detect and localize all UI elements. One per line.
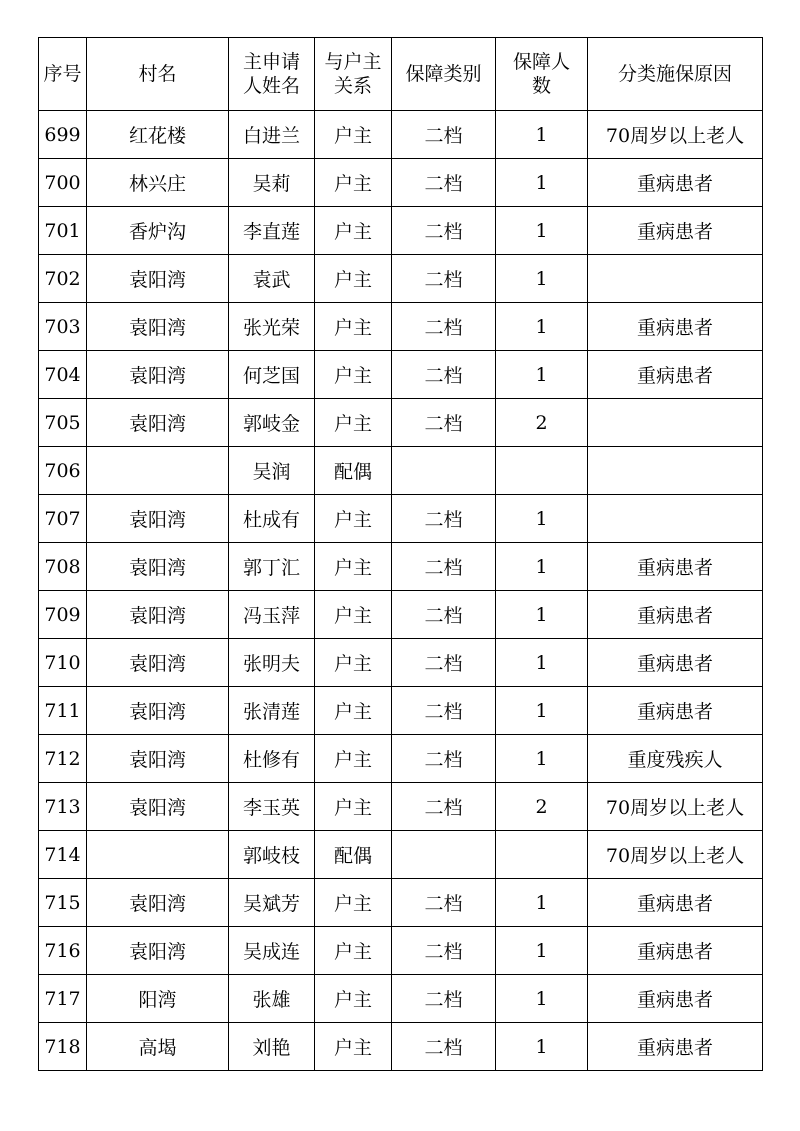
- cell-count: 1: [496, 207, 588, 255]
- cell-relation: 户主: [315, 351, 392, 399]
- cell-village: 袁阳湾: [87, 495, 229, 543]
- cell-category: 二档: [392, 927, 496, 975]
- header-row: [39, 38, 763, 111]
- cell-num: 718: [39, 1023, 87, 1071]
- cell-relation: 户主: [315, 543, 392, 591]
- cell-applicant-name: 白进兰: [229, 111, 315, 159]
- cell-num: 706: [39, 447, 87, 495]
- welfare-table: [38, 37, 763, 1071]
- cell-count: [496, 831, 588, 879]
- cell-count: 1: [496, 591, 588, 639]
- cell-count: 1: [496, 351, 588, 399]
- table-row: [39, 255, 763, 303]
- cell-reason: [588, 399, 763, 447]
- cell-num: 701: [39, 207, 87, 255]
- cell-num: 702: [39, 255, 87, 303]
- cell-count: 1: [496, 255, 588, 303]
- cell-count: 1: [496, 687, 588, 735]
- cell-village: [87, 831, 229, 879]
- cell-applicant-name: 吴莉: [229, 159, 315, 207]
- cell-category: [392, 447, 496, 495]
- cell-reason: 重度残疾人: [588, 735, 763, 783]
- cell-relation: 户主: [315, 159, 392, 207]
- cell-applicant-name: 冯玉萍: [229, 591, 315, 639]
- cell-relation: 户主: [315, 735, 392, 783]
- table-row: [39, 303, 763, 351]
- cell-applicant-name: 张光荣: [229, 303, 315, 351]
- cell-category: 二档: [392, 159, 496, 207]
- header-village-text: 村名: [138, 63, 177, 85]
- cell-applicant-name: 张雄: [229, 975, 315, 1023]
- header-applicant-line1: 主申请: [242, 51, 300, 73]
- cell-applicant-name: 吴斌芳: [229, 879, 315, 927]
- cell-reason: 重病患者: [588, 1023, 763, 1071]
- cell-village: 袁阳湾: [87, 735, 229, 783]
- cell-category: 二档: [392, 207, 496, 255]
- table-row: [39, 735, 763, 783]
- cell-relation: 户主: [315, 639, 392, 687]
- header-reason-text: 分类施保原因: [617, 63, 732, 85]
- cell-applicant-name: 刘艳: [229, 1023, 315, 1071]
- cell-num: 717: [39, 975, 87, 1023]
- cell-village: 高堨: [87, 1023, 229, 1071]
- cell-village: 袁阳湾: [87, 687, 229, 735]
- table-row: [39, 927, 763, 975]
- cell-num: 710: [39, 639, 87, 687]
- cell-village: 袁阳湾: [87, 255, 229, 303]
- table-row: [39, 399, 763, 447]
- cell-count: 1: [496, 879, 588, 927]
- cell-relation: 户主: [315, 495, 392, 543]
- cell-applicant-name: 郭岐金: [229, 399, 315, 447]
- cell-reason: 70周岁以上老人: [588, 783, 763, 831]
- cell-num: 709: [39, 591, 87, 639]
- cell-category: 二档: [392, 399, 496, 447]
- cell-count: 1: [496, 639, 588, 687]
- table-row: [39, 447, 763, 495]
- cell-relation: 户主: [315, 879, 392, 927]
- cell-reason: 重病患者: [588, 303, 763, 351]
- cell-reason: 重病患者: [588, 639, 763, 687]
- cell-category: 二档: [392, 879, 496, 927]
- cell-count: 2: [496, 399, 588, 447]
- cell-village: 袁阳湾: [87, 879, 229, 927]
- cell-reason: [588, 447, 763, 495]
- cell-relation: 配偶: [315, 831, 392, 879]
- table-row: [39, 687, 763, 735]
- cell-reason: 重病患者: [588, 879, 763, 927]
- table-row: [39, 111, 763, 159]
- header-category-text: 保障类别: [405, 63, 482, 85]
- cell-category: 二档: [392, 351, 496, 399]
- cell-applicant-name: 张明夫: [229, 639, 315, 687]
- cell-count: 1: [496, 495, 588, 543]
- cell-reason: 重病患者: [588, 543, 763, 591]
- cell-num: 712: [39, 735, 87, 783]
- cell-relation: 户主: [315, 207, 392, 255]
- cell-num: 705: [39, 399, 87, 447]
- cell-category: [392, 831, 496, 879]
- header-count: [496, 38, 588, 111]
- cell-category: 二档: [392, 543, 496, 591]
- header-num: [39, 38, 87, 111]
- cell-reason: [588, 255, 763, 303]
- header-applicant: [229, 38, 315, 111]
- header-category: [392, 38, 496, 111]
- cell-category: 二档: [392, 975, 496, 1023]
- table-row: [39, 159, 763, 207]
- table-body: [39, 111, 763, 1071]
- cell-village: 袁阳湾: [87, 639, 229, 687]
- cell-relation: 户主: [315, 687, 392, 735]
- cell-count: 1: [496, 735, 588, 783]
- cell-category: 二档: [392, 303, 496, 351]
- cell-count: 1: [496, 927, 588, 975]
- cell-reason: 70周岁以上老人: [588, 111, 763, 159]
- cell-applicant-name: 袁武: [229, 255, 315, 303]
- cell-applicant-name: 郭岐枝: [229, 831, 315, 879]
- table-row: [39, 879, 763, 927]
- cell-applicant-name: 郭丁汇: [229, 543, 315, 591]
- header-num-text: 序号: [43, 63, 82, 85]
- cell-reason: 重病患者: [588, 687, 763, 735]
- cell-num: 711: [39, 687, 87, 735]
- cell-reason: 重病患者: [588, 975, 763, 1023]
- cell-applicant-name: 杜修有: [229, 735, 315, 783]
- header-village: [87, 38, 229, 111]
- cell-applicant-name: 李直莲: [229, 207, 315, 255]
- cell-reason: 重病患者: [588, 351, 763, 399]
- cell-applicant-name: 张清莲: [229, 687, 315, 735]
- cell-count: 1: [496, 159, 588, 207]
- cell-num: 708: [39, 543, 87, 591]
- cell-applicant-name: 李玉英: [229, 783, 315, 831]
- header-relation-line2: 关系: [333, 75, 372, 97]
- cell-relation: 户主: [315, 1023, 392, 1071]
- cell-relation: 户主: [315, 975, 392, 1023]
- cell-reason: 重病患者: [588, 207, 763, 255]
- cell-count: 1: [496, 303, 588, 351]
- cell-village: 袁阳湾: [87, 351, 229, 399]
- cell-category: 二档: [392, 1023, 496, 1071]
- cell-applicant-name: 杜成有: [229, 495, 315, 543]
- table-row: [39, 351, 763, 399]
- cell-applicant-name: 何芝国: [229, 351, 315, 399]
- cell-count: 2: [496, 783, 588, 831]
- header-reason: [588, 38, 763, 111]
- cell-category: 二档: [392, 783, 496, 831]
- table-row: [39, 1023, 763, 1071]
- header-count-line1: 保障人: [512, 51, 570, 73]
- table-row: [39, 543, 763, 591]
- cell-num: 700: [39, 159, 87, 207]
- cell-relation: 户主: [315, 927, 392, 975]
- cell-count: 1: [496, 975, 588, 1023]
- cell-category: 二档: [392, 735, 496, 783]
- cell-count: [496, 447, 588, 495]
- cell-relation: 户主: [315, 111, 392, 159]
- cell-num: 713: [39, 783, 87, 831]
- cell-count: 1: [496, 111, 588, 159]
- cell-village: 袁阳湾: [87, 927, 229, 975]
- cell-num: 704: [39, 351, 87, 399]
- cell-reason: 70周岁以上老人: [588, 831, 763, 879]
- cell-village: [87, 447, 229, 495]
- cell-count: 1: [496, 1023, 588, 1071]
- table-row: [39, 495, 763, 543]
- header-relation: [315, 38, 392, 111]
- cell-relation: 户主: [315, 399, 392, 447]
- cell-applicant-name: 吴成连: [229, 927, 315, 975]
- header-applicant-line2: 人姓名: [242, 75, 300, 97]
- cell-village: 红花楼: [87, 111, 229, 159]
- cell-category: 二档: [392, 591, 496, 639]
- cell-reason: [588, 495, 763, 543]
- header-relation-line1: 与户主: [324, 51, 382, 73]
- header-count-line2: 数: [531, 75, 551, 97]
- cell-village: 袁阳湾: [87, 399, 229, 447]
- cell-village: 袁阳湾: [87, 303, 229, 351]
- table-row: [39, 783, 763, 831]
- table-row: [39, 207, 763, 255]
- cell-village: 袁阳湾: [87, 783, 229, 831]
- cell-num: 714: [39, 831, 87, 879]
- table-row: [39, 639, 763, 687]
- cell-count: 1: [496, 543, 588, 591]
- cell-relation: 户主: [315, 783, 392, 831]
- cell-relation: 户主: [315, 303, 392, 351]
- cell-num: 707: [39, 495, 87, 543]
- table-row: [39, 975, 763, 1023]
- cell-village: 林兴庄: [87, 159, 229, 207]
- cell-reason: 重病患者: [588, 591, 763, 639]
- cell-reason: 重病患者: [588, 927, 763, 975]
- cell-village: 香炉沟: [87, 207, 229, 255]
- cell-num: 699: [39, 111, 87, 159]
- cell-relation: 户主: [315, 591, 392, 639]
- cell-category: 二档: [392, 111, 496, 159]
- cell-applicant-name: 吴润: [229, 447, 315, 495]
- cell-relation: 户主: [315, 255, 392, 303]
- cell-category: 二档: [392, 255, 496, 303]
- cell-village: 袁阳湾: [87, 591, 229, 639]
- cell-category: 二档: [392, 495, 496, 543]
- table-row: [39, 831, 763, 879]
- table-row: [39, 591, 763, 639]
- cell-category: 二档: [392, 687, 496, 735]
- cell-reason: 重病患者: [588, 159, 763, 207]
- cell-category: 二档: [392, 639, 496, 687]
- cell-village: 阳湾: [87, 975, 229, 1023]
- cell-num: 715: [39, 879, 87, 927]
- cell-village: 袁阳湾: [87, 543, 229, 591]
- table-header: [39, 38, 763, 111]
- cell-relation: 配偶: [315, 447, 392, 495]
- cell-num: 716: [39, 927, 87, 975]
- cell-num: 703: [39, 303, 87, 351]
